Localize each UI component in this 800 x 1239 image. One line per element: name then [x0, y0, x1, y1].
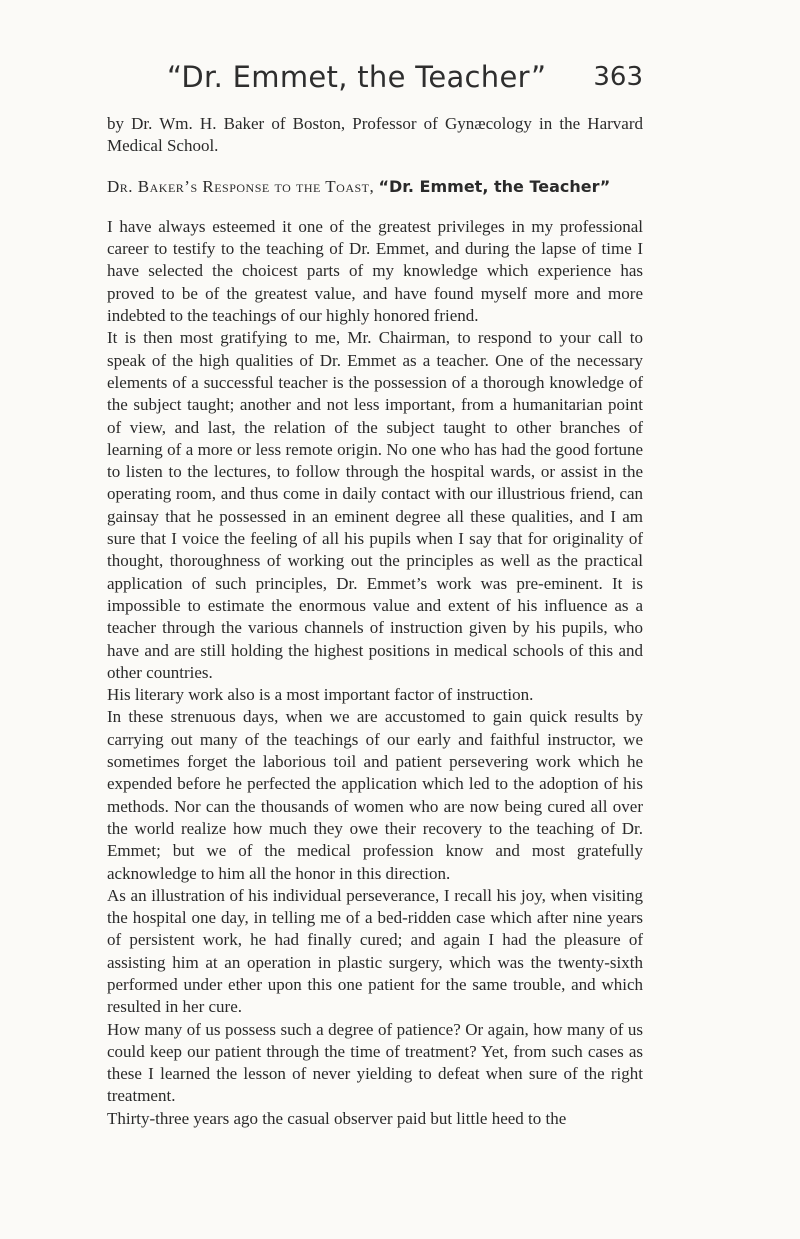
- section-heading: [107, 176, 643, 198]
- paragraph: His literary work also is a most important factor of instruction.: [107, 685, 534, 705]
- body-text: [107, 113, 643, 1130]
- paragraph: How many of us possess such a degree of patience? Or again, how many of us could keep our patient through the time of treatment? Yet, from such cases as these I learned the lesson of never yielding to defeat when sure of the right treatment.: [107, 1019, 643, 1106]
- page-number: 363: [593, 62, 643, 92]
- paragraph: It is then most gratifying to me, Mr. Chairman, to respond to your call to speak of the high qualities of Dr. Emmet as a teacher. One of the necessary elements of a successful teacher is the possession of a thorough knowledge of the subject taught; another and not less important, from a humanitarian point of view, and last, the relation of the subject taught to other branches of learning of a more or less remote origin. No one who has had the good fortune to listen to the lectures, to follow through the hospital wards, or assist in the operating room, and thus come in daily contact with our illustrious friend, can gainsay that he possessed in an eminent degree all these qualities, and I am sure that I voice the feeling of all his pupils when I say that for originality of thought, thoroughness of working out the principles as well as the practical application of such principles, Dr. Emmet’s work was pre-eminent. It is impossible to estimate the enormous value and extent of his influence as a teacher through the various channels of instruction given by his pupils, who have and are still holding the highest positions in medical schools of this and other countries.: [107, 328, 643, 682]
- running-header: [107, 60, 643, 104]
- intro-paragraph: by Dr. Wm. H. Baker of Boston, Professor of Gynæcology in the Harvard Medical School.: [107, 114, 643, 156]
- running-title: “Dr. Emmet, the Teacher”: [167, 60, 547, 94]
- paragraph: In these strenuous days, when we are accustomed to gain quick results by carrying out many of the teachings of our early and faithful instructor, we sometimes forget the laborious toil and patient persevering work which he expended before he perfected the application which led to the adoption of his methods. Nor can the thousands of women who are now being cured all over the world realize how much they owe their recovery to the teaching of Dr. Emmet; but we of the medical profession know and most gratefully acknowledge to him all the honor in this direction.: [107, 707, 643, 883]
- section-heading-title: “Dr. Emmet, the Teacher”: [378, 176, 611, 196]
- paragraph: Thirty-three years ago the casual observer paid but little heed to the: [107, 1108, 567, 1128]
- section-heading-small-caps: Dr. Baker’s Response to the Toast,: [107, 176, 375, 196]
- paragraph: As an illustration of his individual perseverance, I recall his joy, when visiting the hospital one day, in telling me of a bed-ridden case which after nine years of persistent work, he had finally cured; and again I had the pleasure of assisting him at an operation in plastic surgery, which was the twenty-sixth performed under ether upon this one patient for the same trouble, and which resulted in her cure.: [107, 885, 643, 1017]
- page-content: [107, 60, 643, 1130]
- paragraph: I have always esteemed it one of the greatest privileges in my professional career to testify to the teaching of Dr. Emmet, and during the lapse of time I have selected the choicest parts of my knowledge which experience has proved to be of the greatest value, and have found myself more and more indebted to the teachings of our highly honored friend.: [107, 216, 643, 326]
